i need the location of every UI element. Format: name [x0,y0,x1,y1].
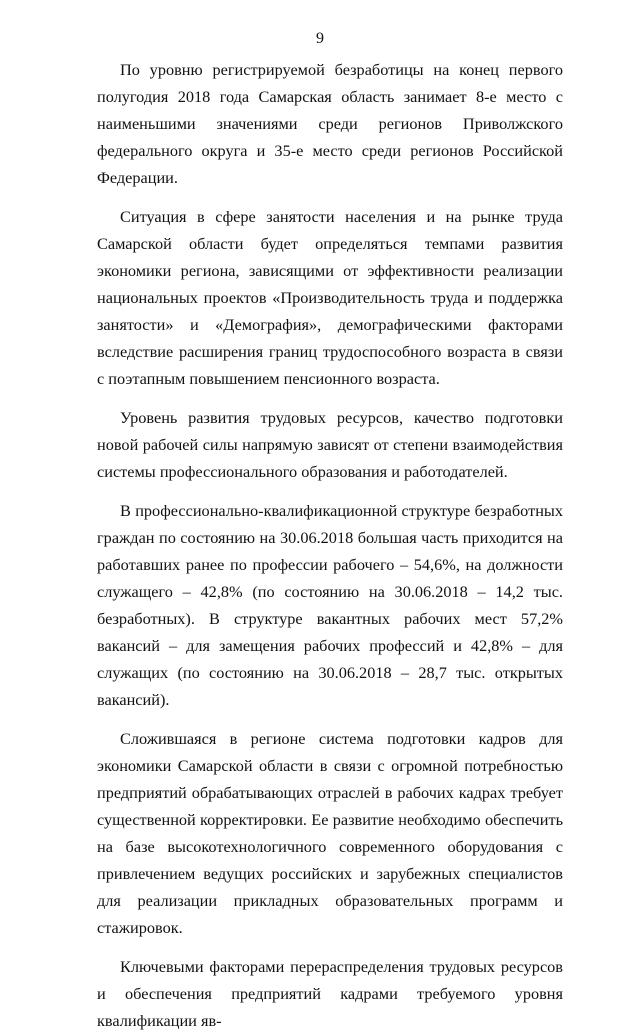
paragraph-unemployed-structure: В профессионально-квалификационной структуре безработных граждан по состоянию на 30.06.2018 большая часть приходится на работавших ранее по профессии рабочего – 54,6%, на должности служащего – 42,8% (по состоянию на 30.06.2018 – 14,2 тыс. безработных). В структуре вакантных рабочих мест 57,2% вакансий – для замещения рабочих профессий и 42,8% – для служащих (по состоянию на 30.06.2018 – 28,7 тыс. открытых вакансий). [97,501,563,709]
paragraph-key-factors: Ключевыми факторами перераспределения трудовых ресурсов и обеспечения предприятий кадрами требуемого уровня квалификации яв- [97,957,563,1030]
document-body [97,56,563,1034]
paragraph-training-system: Сложившаяся в регионе система подготовки кадров для экономики Самарской области в связи с огромной потребностью предприятий обрабатывающих отраслей в рабочих кадрах требует существенной корректировки. Ее развитие необходимо обеспечить на базе высокотехнологичного современного оборудования с привлечением ведущих российских и зарубежных специалистов для реализации прикладных образовательных программ и стажировок. [97,729,563,937]
paragraph-unemployment-ranking: По уровню регистрируемой безработицы на конец первого полугодия 2018 года Самарская область занимает 8-е место с наименьшими значениями среди регионов Приволжского федерального округа и 35-е место среди регионов Российской Федерации. [97,60,563,187]
paragraph-labor-market-situation: Ситуация в сфере занятости населения и на рынке труда Самарской области будет определяться темпами развития экономики региона, зависящими от эффективности реализации национальных проектов «Производительность труда и поддержка занятости» и «Демография», демографическими факторами вследствие расширения границ трудоспособного возраста в связи с поэтапным повышением пенсионного возраста. [97,207,563,388]
paragraph-labor-resources-development: Уровень развития трудовых ресурсов, качество подготовки новой рабочей силы напрямую зависят от степени взаимодействия системы профессионального образования и работодателей. [97,408,563,481]
page-number: 9 [316,30,324,47]
